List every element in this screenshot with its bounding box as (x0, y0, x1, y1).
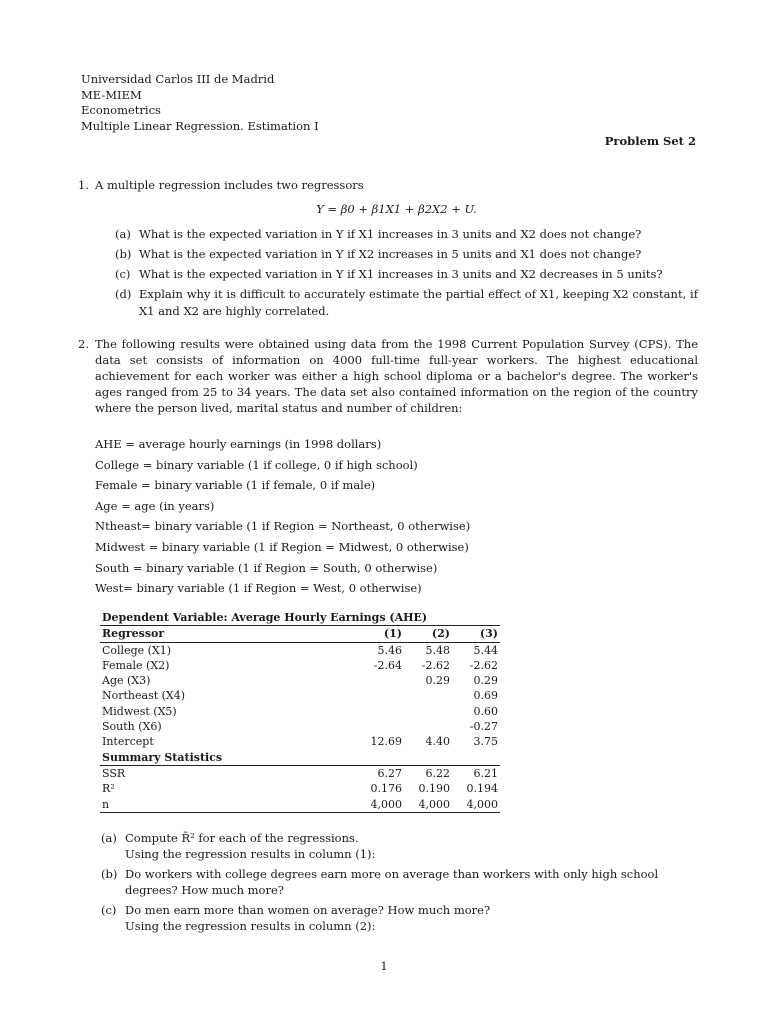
regressor-name: College (X1) (102, 643, 172, 657)
sub-label: (c) (101, 903, 117, 918)
regression-equation: Y = β0 + β1X1 + β2X2 + U. (316, 202, 477, 217)
question-intro: A multiple regression includes two regressors (95, 178, 364, 192)
variable-definitions (95, 434, 470, 599)
coefficient: -0.27 (469, 720, 498, 734)
table-row (100, 781, 500, 796)
statistic-value: 0.194 (466, 782, 498, 796)
definition-item: Ntheast= binary variable (1 if Region = Northeast, 0 otherwise) (95, 519, 471, 534)
definition-item: Age = age (in years) (95, 498, 215, 513)
question-1 (78, 177, 698, 319)
statistic-value: 6.22 (425, 766, 450, 780)
statistic-value: 6.27 (377, 766, 402, 780)
sub-label: (b) (101, 867, 118, 882)
sub-label: (c) (115, 267, 131, 282)
statistic-name: n (100, 797, 330, 813)
topic-name: Multiple Linear Regression. Estimation I (81, 118, 319, 133)
statistic-value: 0.190 (418, 782, 450, 796)
sub-label: (b) (115, 247, 132, 262)
sub-text: What is the expected variation in Y if X1 increases in 3 units and X2 decreases in 5 units? (139, 267, 663, 282)
regressor-name: Intercept (102, 735, 154, 749)
coefficient: 3.75 (473, 735, 498, 749)
sub-question (115, 286, 698, 318)
program-name: ME-MIEM (81, 87, 142, 102)
sub-question (115, 266, 698, 282)
table-row (100, 734, 500, 749)
sub-label: (d) (115, 287, 132, 302)
coefficient: -2.64 (373, 658, 402, 672)
coefficient (404, 704, 452, 719)
table-row (100, 704, 500, 719)
coefficient: 0.69 (473, 689, 498, 703)
coefficient (404, 719, 452, 734)
coefficient: 5.44 (473, 643, 498, 657)
coefficient (330, 719, 404, 734)
sub-question (101, 902, 701, 934)
coefficient (330, 688, 404, 703)
statistic-value: 0.176 (370, 782, 402, 796)
sub-text: Compute R̄² for each of the regressions. (125, 831, 359, 845)
definition-item: West= binary variable (1 if Region = West, 0 otherwise) (95, 581, 422, 596)
course-name: Econometrics (81, 103, 161, 118)
coefficient (330, 704, 404, 719)
regressor-header: Regressor (100, 626, 330, 642)
definition-item: College = binary variable (1 if college, 0 if high school) (95, 457, 418, 472)
question-number: 1. (78, 178, 89, 192)
sub-label: (a) (101, 831, 117, 845)
sub-text: What is the expected variation in Y if X1 increases in 3 units and X2 does not change? (139, 227, 642, 242)
coefficient: 5.46 (377, 643, 402, 657)
problem-set-title: Problem Set 2 (604, 134, 696, 148)
definition-item: Midwest = binary variable (1 if Region = Midwest, 0 otherwise) (95, 539, 469, 554)
university-name: Universidad Carlos III de Madrid (81, 72, 275, 86)
question-2-parts (101, 826, 701, 935)
statistic-value: 4,000 (404, 797, 452, 813)
sub-question (115, 246, 698, 262)
column-header: (3) (452, 626, 500, 642)
question-number: 2. (78, 337, 89, 351)
summary-header: Summary Statistics (100, 750, 500, 766)
regressor-name: Age (X3) (102, 674, 151, 688)
statistic-name: SSR (102, 766, 126, 780)
table-row (100, 673, 500, 688)
table-row (100, 797, 500, 813)
coefficient: 0.29 (473, 674, 498, 688)
table-row (100, 658, 500, 673)
coefficient: 12.69 (370, 735, 402, 749)
table-row (100, 688, 500, 703)
question-2 (78, 336, 698, 416)
sub-text: Do workers with college degrees earn more on average than workers with only high school degrees? How much more? (125, 867, 659, 898)
statistic-value: 6.21 (473, 766, 498, 780)
coefficient: 0.60 (473, 704, 498, 718)
table-row (100, 719, 500, 734)
coefficient: 0.29 (425, 674, 450, 688)
coefficient: 4.40 (425, 735, 450, 749)
definition-item: AHE = average hourly earnings (in 1998 dollars) (95, 437, 382, 451)
regressor-name: Midwest (X5) (102, 704, 177, 718)
coefficient (330, 673, 404, 688)
coefficient: -2.62 (421, 658, 450, 672)
table-title: Dependent Variable: Average Hourly Earnings (AHE) (100, 610, 500, 626)
column-header: (1) (330, 626, 404, 642)
statistic-value: 4,000 (330, 797, 404, 813)
sub-text: Do men earn more than women on average? How much more? (125, 903, 491, 918)
table-row (100, 765, 500, 781)
definition-item: South = binary variable (1 if Region = South, 0 otherwise) (95, 560, 438, 575)
question-intro: The following results were obtained using data from the 1998 Current Population Survey (CPS). The data set consists of information on 4000 full-time full-year workers. The highest educational achievement for each worker was either a high school diploma or a bachelor's degree. The worker's ages ranged from 25 to 34 years. The data set also contained information on the region of the country where the person lived, marital status and number of children: (95, 337, 698, 416)
coefficient (404, 688, 452, 703)
sub-question (101, 830, 701, 862)
statistic-value: 4,000 (452, 797, 500, 813)
coefficient: -2.62 (469, 658, 498, 672)
definition-item: Female = binary variable (1 if female, 0 if male) (95, 478, 376, 493)
column-header: (2) (404, 626, 452, 642)
sub-note: Using the regression results in column (2): (125, 919, 376, 934)
sub-note: Using the regression results in column (1): (125, 847, 376, 862)
sub-text: Explain why it is difficult to accurately estimate the partial effect of X1, keeping X2 constant, if X1 and X2 are highly correlated. (139, 287, 698, 318)
regression-table (100, 610, 500, 813)
table-row (100, 642, 500, 658)
sub-text: What is the expected variation in Y if X2 increases in 5 units and X1 does not change? (139, 247, 642, 262)
page-number: 1 (380, 959, 388, 973)
regressor-name: Female (X2) (102, 658, 170, 672)
sub-question (101, 866, 701, 898)
coefficient: 5.48 (425, 643, 450, 657)
sub-question (115, 226, 698, 242)
regressor-name: Northeast (X4) (102, 689, 186, 703)
regressor-name: South (X6) (102, 720, 162, 734)
course-header (81, 72, 319, 134)
statistic-name: R² (102, 782, 115, 796)
sub-label: (a) (115, 227, 131, 242)
